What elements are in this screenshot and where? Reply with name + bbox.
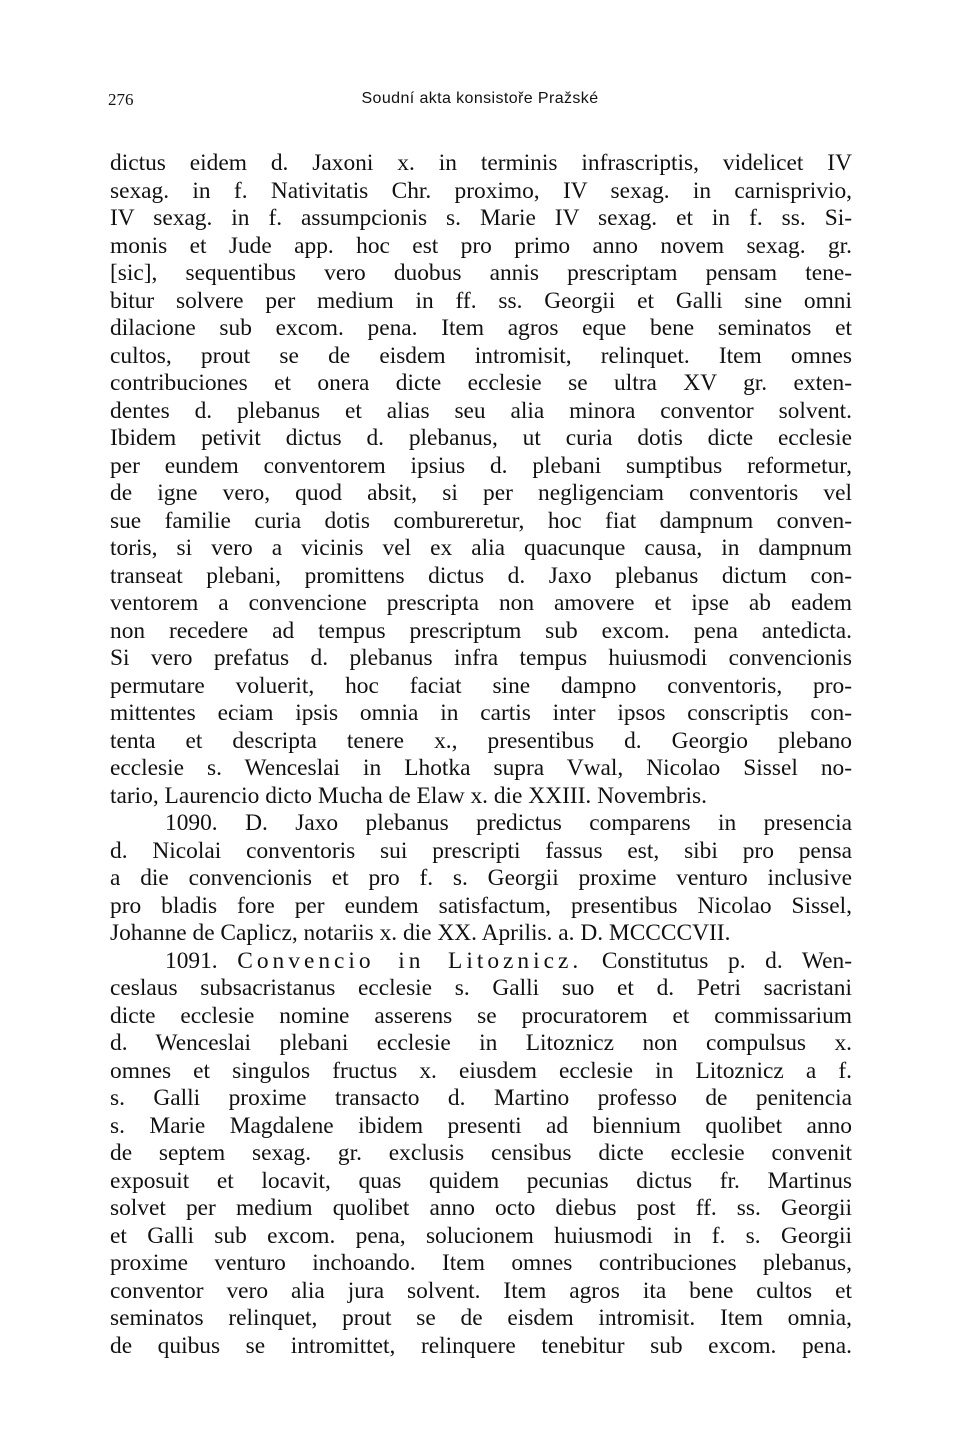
text-line: seminatos relinquet, prout se de eisdem intromisit. Item omnia, — [110, 1305, 852, 1331]
text-line: s. Galli proxime transacto d. Martino professo de penitencia — [110, 1085, 852, 1111]
text-line: ecclesie s. Wenceslai in Lhotka supra Vwal, Nicolao Sissel no- — [110, 755, 852, 781]
text-line: ceslaus subsacristanus ecclesie s. Galli suo et d. Petri sacristani — [110, 975, 852, 1001]
text-line: Johanne de Caplicz, notariis x. die XX. Aprilis. a. D. MCCCCVII. — [110, 920, 731, 946]
text-line: dilacione sub excom. pena. Item agros eque bene seminatos et — [110, 315, 852, 341]
entry-number: 1090. — [165, 810, 218, 836]
text-line: IV sexag. in f. assumpcionis s. Marie IV sexag. et in f. ss. Si- — [110, 205, 852, 231]
page-number: 276 — [108, 90, 134, 109]
text-line: sexag. in f. Nativitatis Chr. proximo, IV sexag. in carnisprivio, — [110, 177, 852, 204]
text-line: monis et Jude app. hoc est pro primo anno novem sexag. gr. — [110, 232, 852, 259]
text-line: a die convencionis et pro f. s. Georgii proxime venturo inclusive — [110, 865, 852, 891]
entry-text: D. Jaxo plebanus predictus comparens in presencia — [245, 810, 852, 836]
entry-1091-first-line — [110, 948, 852, 976]
entry-heading: Convencio in Litoznicz. — [237, 947, 583, 974]
text-line: et Galli sub excom. pena, solucionem huiusmodi in f. s. Georgii — [110, 1222, 852, 1249]
text-line: non recedere ad tempus prescriptum sub excom. pena antedicta. — [110, 617, 852, 644]
text-line: de igne vero, quod absit, si per negligenciam conventoris vel — [110, 480, 852, 506]
text-line: bitur solvere per medium in ff. ss. Georgii et Galli sine omni — [110, 287, 852, 314]
text-line: d. Nicolai conventoris sui prescripti fassus est, sibi pro pensa — [110, 837, 852, 864]
text-line: de septem sexag. gr. exclusis censibus dicte ecclesie convenit — [110, 1140, 852, 1166]
text-line: cultos, prout se de eisdem intromisit, relinquet. Item omnes — [110, 342, 852, 369]
page-header — [108, 90, 852, 114]
text-line: [sic], sequentibus vero duobus annis prescriptam pensam tene- — [110, 260, 852, 286]
text-line: s. Marie Magdalene ibidem presenti ad biennium quolibet anno — [110, 1112, 852, 1139]
text-line: permutare voluerit, hoc faciat sine dampno conventoris, pro- — [110, 672, 852, 699]
text-line: sue familie curia dotis combureretur, hoc fiat dampnum conven- — [110, 507, 852, 534]
body-text — [110, 150, 852, 1360]
running-title: Soudní akta konsistoře Pražské — [361, 90, 599, 107]
text-line: omnes et singulos fructus x. eiusdem ecclesie in Litoznicz a f. — [110, 1057, 852, 1084]
text-line: tario, Laurencio dicto Mucha de Elaw x. die XXIII. Novembris. — [110, 782, 707, 809]
text-line: exposuit et locavit, quas quidem pecunias dictus fr. Martinus — [110, 1167, 852, 1194]
entry-text: Constitutus p. d. Wen- — [601, 947, 852, 974]
text-line: proxime venturo inchoando. Item omnes contribuciones plebanus, — [110, 1250, 852, 1276]
text-line: d. Wenceslai plebani ecclesie in Litoznicz non compulsus x. — [110, 1030, 852, 1056]
text-line: ventorem a convencione prescripta non amovere et ipse ab eadem — [110, 590, 852, 616]
entry-1090-first-line — [110, 810, 852, 838]
text-line: dentes d. plebanus et alias seu alia minora conventor solvent. — [110, 397, 852, 424]
text-line: de quibus se intromittet, relinquere tenebitur sub excom. pena. — [110, 1332, 852, 1359]
text-line: dictus eidem d. Jaxoni x. in terminis infrascriptis, videlicet IV — [110, 150, 852, 176]
text-line: mittentes eciam ipsis omnia in cartis inter ipsos conscriptis con- — [110, 700, 852, 726]
text-line: per eundem conventorem ipsius d. plebani sumptibus reformetur, — [110, 452, 852, 479]
text-line: transeat plebani, promittens dictus d. Jaxo plebanus dictum con- — [110, 562, 852, 589]
text-line: contribuciones et onera dicte ecclesie se ultra XV gr. exten- — [110, 370, 852, 396]
text-line: toris, si vero a vicinis vel ex alia quacunque causa, in dampnum — [110, 535, 852, 561]
entry-number: 1091. — [165, 947, 218, 974]
text-line: conventor vero alia jura solvent. Item agros ita bene cultos et — [110, 1277, 852, 1304]
text-line: Si vero prefatus d. plebanus infra tempus huiusmodi convencionis — [110, 645, 852, 671]
text-line: dicte ecclesie nomine asserens se procuratorem et commissarium — [110, 1002, 852, 1029]
text-line: Ibidem petivit dictus d. plebanus, ut curia dotis dicte ecclesie — [110, 425, 852, 451]
text-line: tenta et descripta tenere x., presentibus d. Georgio plebano — [110, 727, 852, 754]
text-line: solvet per medium quolibet anno octo diebus post ff. ss. Georgii — [110, 1195, 852, 1221]
text-line: pro bladis fore per eundem satisfactum, presentibus Nicolao Sissel, — [110, 892, 852, 919]
